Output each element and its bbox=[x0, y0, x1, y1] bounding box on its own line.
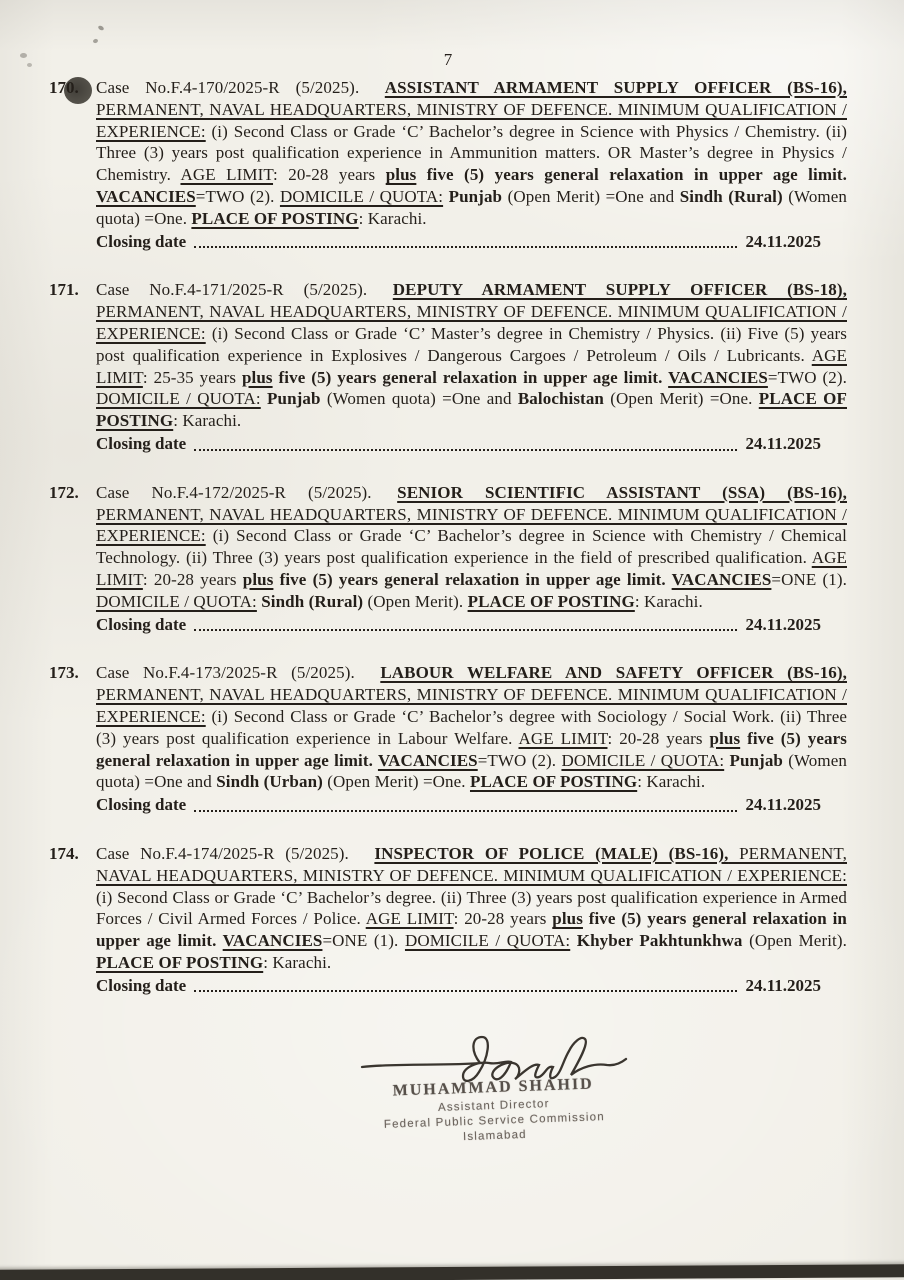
dotted-leader bbox=[194, 246, 737, 248]
case-item-text: Case No.F.4-173/2025-R (5/2025). LABOUR WELFARE AND SAFETY OFFICER (BS-16), PERMANENT, NAVAL HEADQUARTERS, MINISTRY OF DEFENCE. MINIMUM QUALIFICATION / EXPERIENCE: (i) Second Class or Grade ‘C’ Bachelor’s degree with Sociology / Social Work. (ii) Three (3) years post qualification experience in Labour Welfare. AGE LIMIT: 20-28 years plus five (5) years general relaxation in upper age limit. VACANCIES=TWO (2). DOMICILE / QUOTA: Punjab (Women quota) =One and Sindh (Urban) (Open Merit) =One. PLACE OF POSTING: Karachi. bbox=[96, 663, 848, 792]
case-item-number: 174. bbox=[49, 843, 79, 863]
case-item-body bbox=[96, 843, 847, 997]
case-item-number: 171. bbox=[49, 280, 79, 300]
dotted-leader bbox=[194, 449, 737, 451]
paper-speck bbox=[97, 25, 104, 31]
case-item-text: Case No.F.4-171/2025-R (5/2025). DEPUTY ARMAMENT SUPPLY OFFICER (BS-18), PERMANENT, NAVAL HEADQUARTERS, MINISTRY OF DEFENCE. MINIMUM QUALIFICATION / EXPERIENCE: (i) Second Class or Grade ‘C’ Master’s degree in Chemistry / Physics. (ii) Five (5) years post qualification experience in Explosives / Dangerous Cargoes / Petroleum / Oils / Lubricants. AGE LIMIT: 25-35 years plus five (5) years general relaxation in upper age limit. VACANCIES=TWO (2). DOMICILE / QUOTA: Punjab (Women quota) =One and Balochistan (Open Merit) =One. PLACE OF POSTING: Karachi. bbox=[96, 280, 847, 431]
signer-name: MUHAMMAD SHAHID bbox=[392, 1075, 594, 1101]
case-item-body bbox=[96, 279, 847, 454]
closing-date-value: 24.11.2025 bbox=[745, 614, 821, 634]
paper-speck bbox=[20, 53, 27, 58]
bottom-scan-bar bbox=[0, 1264, 904, 1280]
page-number: 7 bbox=[443, 50, 453, 69]
closing-date-label: Closing date bbox=[96, 231, 187, 251]
case-item-text: Case No.F.4-172/2025-R (5/2025). SENIOR SCIENTIFIC ASSISTANT (SSA) (BS-16), PERMANENT, NAVAL HEADQUARTERS, MINISTRY OF DEFENCE. MINIMUM QUALIFICATION / EXPERIENCE: (i) Second Class or Grade ‘C’ Bachelor’s degree in Science with Chemistry / Chemical Technology. (ii) Three (3) years post qualification experience in the field of prescribed qualification. AGE LIMIT: 20-28 years plus five (5) years general relaxation in upper age limit. VACANCIES=ONE (1). DOMICILE / QUOTA: Sindh (Rural) (Open Merit). PLACE OF POSTING: Karachi. bbox=[96, 482, 847, 611]
dotted-leader bbox=[194, 810, 737, 812]
case-item-body bbox=[96, 77, 847, 252]
page-content bbox=[49, 50, 847, 1142]
closing-date-value: 24.11.2025 bbox=[745, 795, 821, 815]
case-item-number: 172. bbox=[49, 482, 79, 502]
signer-title: Assistant Director bbox=[437, 1098, 550, 1115]
signer-org: Federal Public Service Commission bbox=[383, 1111, 606, 1132]
case-item bbox=[49, 279, 847, 454]
closing-date-line bbox=[96, 975, 847, 997]
case-item-text: Case No.F.4-174/2025-R (5/2025). INSPECTOR OF POLICE (MALE) (BS-16), PERMANENT, NAVAL HEADQUARTERS, MINISTRY OF DEFENCE. MINIMUM QUALIFICATION / EXPERIENCE: (i) Second Class or Grade ‘C’ Bachelor’s degree. (ii) Three (3) years post qualification experience in Armed Forces / Civil Armed Forces / Police. AGE LIMIT: 20-28 years plus five (5) years general relaxation in upper age limit. VACANCIES=ONE (1). DOMICILE / QUOTA: Khyber Pakhtunkhwa (Open Merit). PLACE OF POSTING: Karachi. bbox=[96, 843, 847, 972]
closing-date-line bbox=[96, 614, 847, 636]
paper-speck bbox=[27, 63, 32, 67]
case-item bbox=[49, 482, 847, 636]
case-item bbox=[49, 662, 847, 816]
closing-date-label: Closing date bbox=[96, 433, 187, 453]
closing-date-label: Closing date bbox=[96, 614, 187, 634]
case-item bbox=[49, 843, 847, 997]
closing-date-line bbox=[96, 433, 847, 455]
closing-date-label: Closing date bbox=[96, 975, 187, 995]
signature-block bbox=[329, 1023, 659, 1142]
closing-date-line bbox=[96, 794, 847, 816]
case-item-body bbox=[96, 482, 847, 636]
case-item-text: Case No.F.4-170/2025-R (5/2025). ASSISTANT ARMAMENT SUPPLY OFFICER (BS-16), PERMANENT, NAVAL HEADQUARTERS, MINISTRY OF DEFENCE. MINIMUM QUALIFICATION / EXPERIENCE: (i) Second Class or Grade ‘C’ Bachelor’s degree in Science with Physics / Chemistry. (ii) Three (3) years post qualification experience in Ammunition matters. OR Master’s degree in Physics / Chemistry. AGE LIMIT: 20-28 years plus five (5) years general relaxation in upper age limit. VACANCIES=TWO (2). DOMICILE / QUOTA: Punjab (Open Merit) =One and Sindh (Rural) (Women quota) =One. PLACE OF POSTING: Karachi. bbox=[96, 78, 848, 228]
closing-date-value: 24.11.2025 bbox=[745, 433, 821, 453]
closing-date-value: 24.11.2025 bbox=[745, 231, 821, 251]
signer-city: Islamabad bbox=[462, 1129, 528, 1144]
paper-speck bbox=[92, 38, 98, 43]
closing-date-value: 24.11.2025 bbox=[745, 975, 821, 995]
case-item bbox=[49, 77, 847, 252]
closing-date-line bbox=[96, 231, 847, 253]
closing-date-label: Closing date bbox=[96, 795, 187, 815]
dotted-leader bbox=[194, 629, 737, 631]
case-item-number: 170. bbox=[49, 78, 79, 97]
signature-stamp bbox=[328, 1074, 660, 1148]
dotted-leader bbox=[194, 990, 737, 992]
case-item-number: 173. bbox=[49, 663, 79, 683]
case-item-body bbox=[96, 662, 847, 816]
